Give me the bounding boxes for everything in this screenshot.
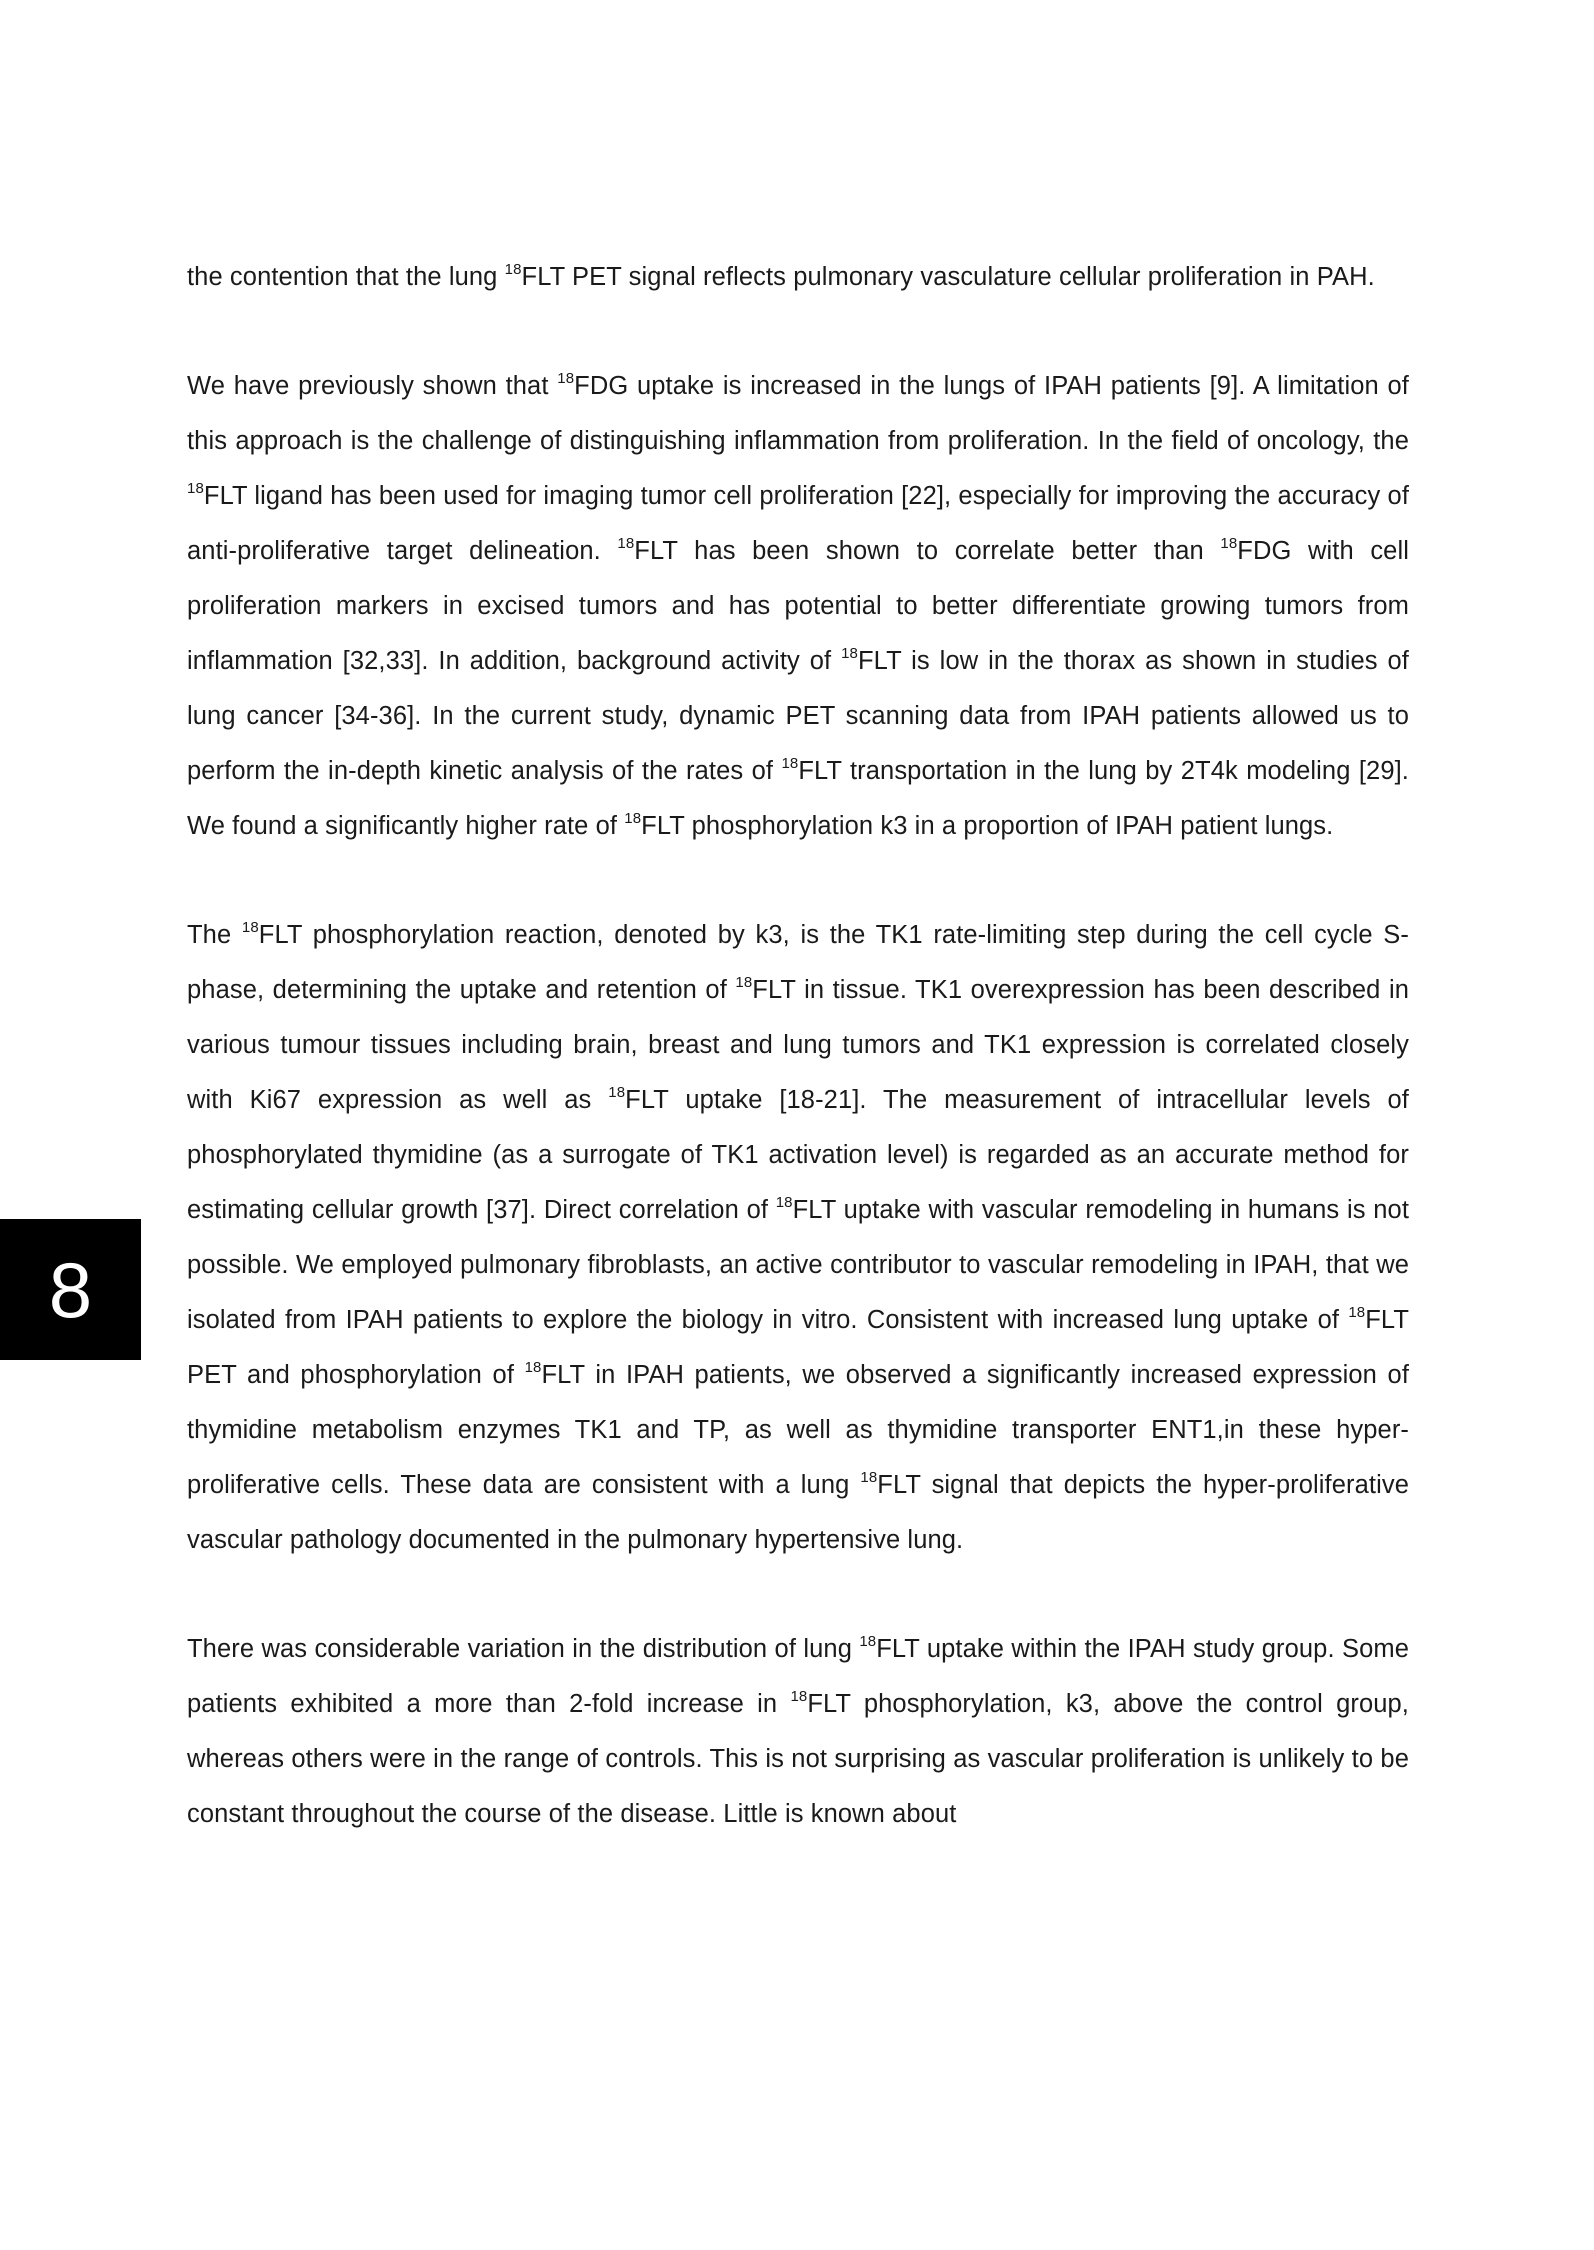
chapter-number-tab	[0, 1219, 141, 1360]
isotope-superscript: 18	[187, 480, 204, 497]
isotope-superscript: 18	[241, 919, 259, 936]
paragraph-4	[187, 1622, 1409, 1842]
text-run: FDG with cell proliferation markers in excised tumors and has potential to better differentiate growing tumors from inflammation [32,33]. In addition, background activity of	[187, 537, 1409, 675]
text-run: We have previously shown that	[187, 372, 558, 400]
text-run: FLT phosphorylation k3 in a proportion of IPAH patient lungs.	[641, 812, 1334, 840]
isotope-superscript: 18	[624, 810, 642, 827]
isotope-superscript: 18	[617, 535, 635, 552]
text-run: FLT ligand has been used for imaging tumor cell proliferation [22], especially for improving the accuracy of anti-proliferative target delineation.	[187, 482, 1409, 565]
text-run: FLT phosphorylation reaction, denoted by k3, is the TK1 rate-limiting step during the cell cycle S-phase, determining the uptake and retention of	[187, 921, 1410, 1004]
paragraph-3	[187, 908, 1409, 1568]
text-run: FLT in IPAH patients, we observed a significantly increased expression of thymidine metabolism enzymes TK1 and TP, as well as thymidine transporter ENT1,in these hyper-proliferative cells. These data are consistent with a lung	[187, 1361, 1410, 1499]
text-run: The	[187, 921, 242, 949]
text-run: the contention that the lung	[187, 263, 505, 291]
text-run: FLT in tissue. TK1 overexpression has been described in various tumour tissues including brain, breast and lung tumors and TK1 expression is correlated closely with Ki67 expression as well as	[187, 976, 1410, 1114]
text-run: FLT signal that depicts the hyper-proliferative vascular pathology documented in the pulmonary hypertensive lung.	[187, 1471, 1409, 1554]
isotope-superscript: 18	[608, 1084, 626, 1101]
isotope-superscript: 18	[1348, 1304, 1366, 1321]
isotope-superscript: 18	[1220, 535, 1238, 552]
text-run: FLT is low in the thorax as shown in studies of lung cancer [34-36]. In the current study, dynamic PET scanning data from IPAH patients allowed us to perform the in-depth kinetic analysis of the rates of	[187, 647, 1409, 785]
text-run: FLT PET signal reflects pulmonary vasculature cellular proliferation in PAH.	[521, 263, 1375, 291]
isotope-superscript: 18	[781, 755, 799, 772]
body-text	[187, 250, 1409, 1896]
isotope-superscript: 18	[775, 1194, 793, 1211]
chapter-number: 8	[48, 1245, 93, 1334]
isotope-superscript: 18	[524, 1359, 542, 1376]
text-run: FLT transportation in the lung by 2T4k modeling [29]. We found a significantly higher rate of	[187, 757, 1409, 840]
text-run: FLT uptake [18-21]. The measurement of intracellular levels of phosphorylated thymidine (as a surrogate of TK1 activation level) is regarded as an accurate method for estimating cellular growth [37]. Direct correlation of	[187, 1086, 1409, 1224]
text-run: FLT PET and phosphorylation of	[187, 1306, 1409, 1389]
text-run: FLT phosphorylation, k3, above the control group, whereas others were in the range of controls. This is not surprising as vascular proliferation is unlikely to be constant throughout the course of the disease. Little is known about	[187, 1690, 1409, 1828]
text-run: There was considerable variation in the distribution of lung	[187, 1635, 860, 1663]
isotope-superscript: 18	[841, 645, 858, 662]
isotope-superscript: 18	[859, 1633, 877, 1650]
text-run: FDG uptake is increased in the lungs of IPAH patients [9]. A limitation of this approach is the challenge of distinguishing inflammation from proliferation. In the field of oncology, the	[187, 372, 1409, 455]
isotope-superscript: 18	[557, 370, 575, 387]
text-run: FLT uptake with vascular remodeling in humans is not possible. We employed pulmonary fibroblasts, an active contributor to vascular remodeling in IPAH, that we isolated from IPAH patients to explore the biology in vitro. Consistent with increased lung uptake of	[187, 1196, 1409, 1334]
isotope-superscript: 18	[860, 1469, 878, 1486]
isotope-superscript: 18	[790, 1688, 808, 1705]
text-run: FLT uptake within the IPAH study group. Some patients exhibited a more than 2-fold increase in	[187, 1635, 1409, 1718]
isotope-superscript: 18	[735, 974, 753, 991]
paragraph-1	[187, 250, 1409, 305]
text-run: FLT has been shown to correlate better than	[634, 537, 1221, 565]
isotope-superscript: 18	[504, 261, 522, 278]
paragraph-2	[187, 359, 1409, 854]
